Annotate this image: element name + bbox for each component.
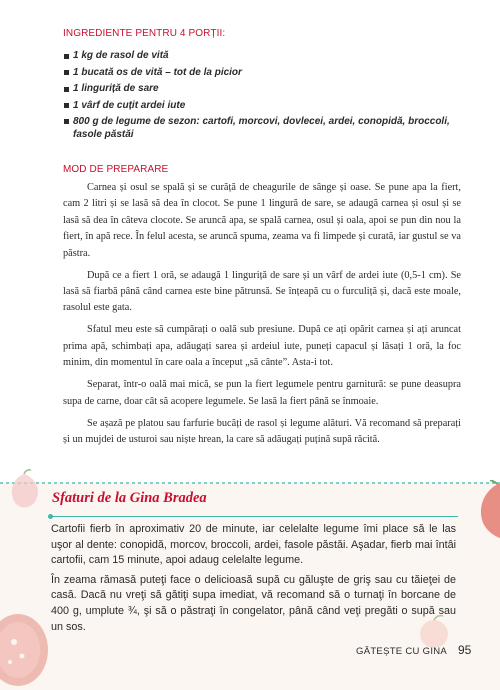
tips-paragraph: În zeama rămasă puteţi face o delicioasă supă cu găluşte de griş sau cu tăieţei de casă. Dacă nu vreţi să gătiţi supa imediat, vă recomand să o turnaţi în borcane de 400 g, umplute ¾, şi să o păstraţi în congelator, până când veţi pregăti o supă sau un sos. — [51, 573, 456, 633]
preparation-text — [63, 180, 461, 454]
tips-text — [51, 522, 456, 639]
fig-illustration-icon — [4, 468, 44, 512]
pepper-illustration-icon — [468, 480, 500, 540]
preparation-paragraph: Carnea și osul se spală și se curăță de cheagurile de sânge și oase. Se pune apa la fiert, cam 2 litri și se lasă să dea în clocot. Se pune 1 lingură de sare, se adaugă carnea și osul și se lasă să dea în câteva clocote. Se aruncă apa, se spală carnea, osul și oala, apoi se pun din nou la fiert, în apă rece. În felul acesta, se aruncă spuma, zeama va fi limpede și curată, iar gustul se va păstra. — [63, 182, 461, 259]
book-title-footer: GĂTEȘTE CU GINA — [356, 646, 448, 657]
ingredient-item: 800 g de legume de sezon: cartofi, morcovi, dovlecei, ardei, conopidă, broccoli, fasole păstăi — [63, 114, 463, 141]
ingredient-item: 1 vârf de cuțit ardei iute — [63, 98, 463, 115]
ingredient-item: 1 kg de rasol de vită — [63, 48, 463, 65]
ingredient-item: 1 bucată os de vită – tot de la picior — [63, 65, 463, 82]
preparation-paragraph: Separat, într-o oală mai mică, se pun la fiert legumele pentru garnitură: se pune deasupra supa de carne, doar cât să acopere legumele. Se lasă la fiert până se înmoaie. — [63, 379, 461, 407]
preparation-paragraph: Sfatul meu este să cumpărați o oală sub presiune. După ce ați opărit carnea și ați aruncat prima apă, schimbați apa, adăugați sarea și ardeiul iute, puneți capacul și lăsați 1 oră, la foc minim, din momentul în care oala a început „să cânte”. Asta-i tot. — [63, 324, 461, 369]
page-number: 95 — [458, 643, 472, 657]
tips-paragraph: Cartofii fierb în aproximativ 20 de minute, iar celelalte legume îmi place să le las uşor al dente: conopidă, morcov, broccoli, ardei, fasole păstăi. Aşadar, fierb mai întâi cartofii, cam 15 minute, apoi adaug celelalte legume. — [51, 523, 456, 567]
preparation-paragraph: După ce a fiert 1 oră, se adaugă 1 linguriță de sare și un vârf de ardei iute (0,5-1 cm). Se lasă să fiarbă până când carnea este bine pătrunsă. Se înțeapă cu o furculiță și, dacă este moale, rasolul este gata. — [63, 269, 461, 314]
ingredients-list — [63, 48, 463, 141]
ingredient-item: 1 linguriță de sare — [63, 81, 463, 98]
tips-title: Sfaturi de la Gina Bradea — [52, 490, 207, 506]
tips-underline — [48, 516, 458, 517]
preparation-title: MOD DE PREPARARE — [63, 164, 169, 175]
ingredients-title: INGREDIENTE PENTRU 4 PORȚII: — [63, 28, 226, 39]
bowl-illustration-icon — [0, 590, 58, 690]
dotted-divider — [0, 482, 500, 484]
preparation-paragraph: Se așază pe platou sau farfurie bucăți de rasol și legume alături. Vă recomand să preparați și un mujdei de usturoi sau niște hrean, la care să adăugați puțină supă răcită. — [63, 417, 461, 446]
